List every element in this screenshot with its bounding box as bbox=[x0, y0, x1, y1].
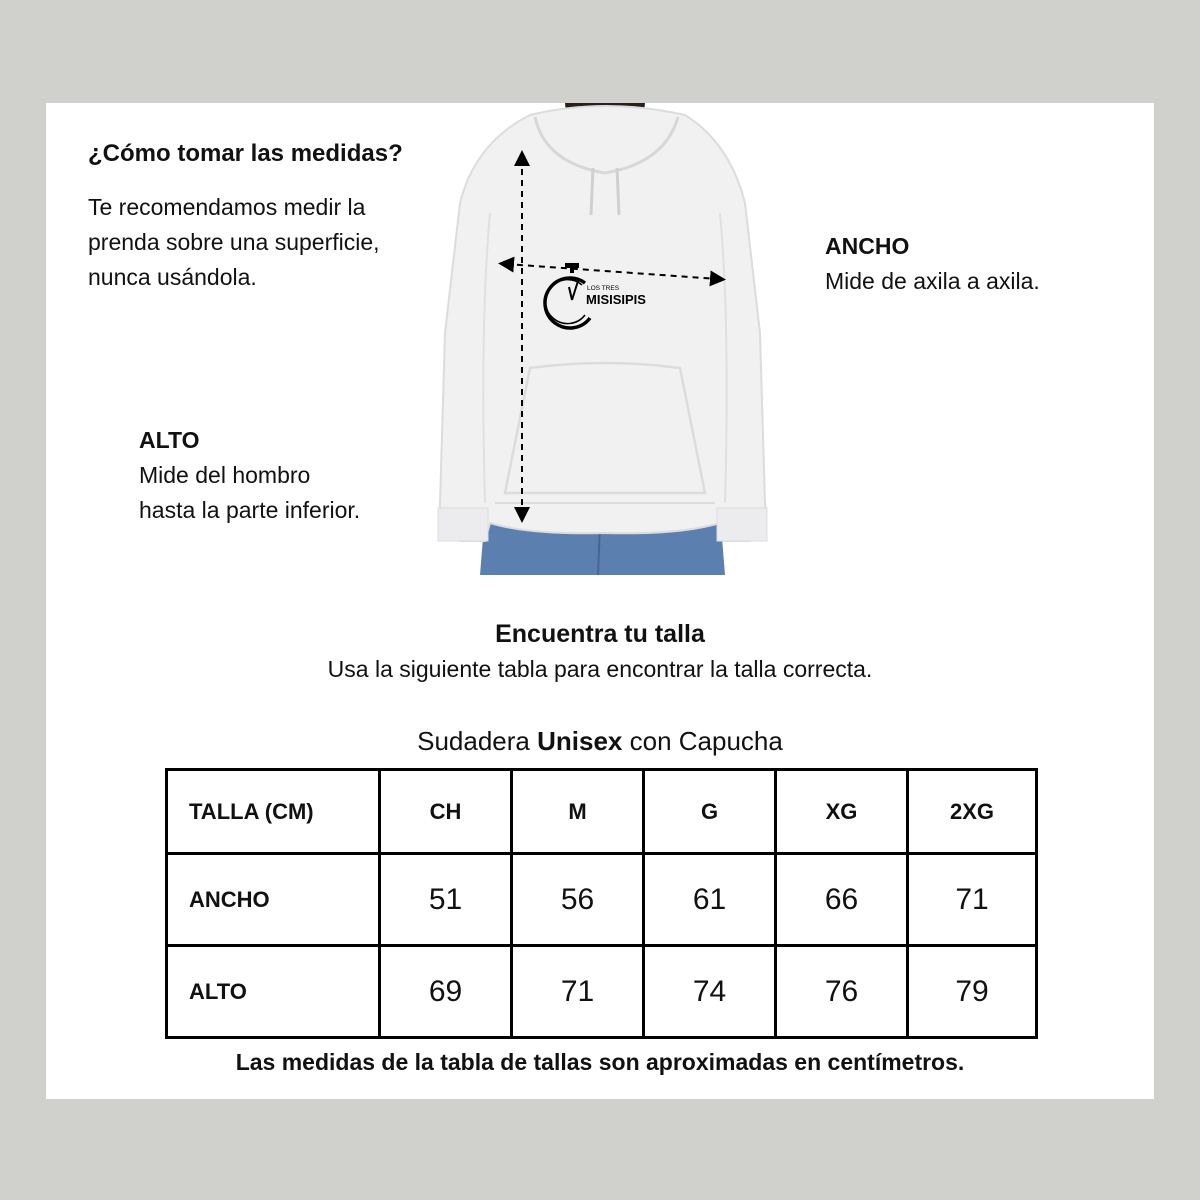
table-cell: 79 bbox=[908, 946, 1037, 1038]
logo-text: MISISIPIS bbox=[586, 292, 646, 307]
footnote: Las medidas de la tabla de tallas son aproximadas en centímetros. bbox=[235, 1049, 965, 1075]
caption-bold: Unisex bbox=[537, 726, 623, 756]
find-size-subtitle: Usa la siguiente tabla para encontrar la talla correcta. bbox=[327, 656, 873, 682]
width-note-text: Mide de axila a axila. bbox=[825, 268, 1040, 294]
header-cell: 2XG bbox=[908, 770, 1037, 854]
header-cell: CH bbox=[380, 770, 512, 854]
height-note bbox=[139, 423, 360, 528]
height-note-text-1: Mide del hombro bbox=[139, 462, 311, 488]
table-cell: 51 bbox=[380, 854, 512, 946]
table-cell: 76 bbox=[776, 946, 908, 1038]
table-cell: 71 bbox=[512, 946, 644, 1038]
how-to-measure-title: ¿Cómo tomar las medidas? bbox=[88, 140, 403, 167]
table-row bbox=[167, 946, 1037, 1038]
row-label: ANCHO bbox=[167, 854, 380, 946]
header-cell: TALLA (CM) bbox=[167, 770, 380, 854]
height-note-text-2: hasta la parte inferior. bbox=[139, 497, 361, 523]
width-note-title: ANCHO bbox=[825, 233, 910, 259]
hoodie-figure bbox=[430, 103, 775, 575]
table-cell: 66 bbox=[776, 854, 908, 946]
table-cell: 56 bbox=[512, 854, 644, 946]
caption-suffix: con Capucha bbox=[629, 726, 783, 756]
table-cell: 69 bbox=[380, 946, 512, 1038]
find-size-title: Encuentra tu talla bbox=[495, 620, 705, 648]
width-note bbox=[825, 229, 1040, 299]
header-cell: XG bbox=[776, 770, 908, 854]
how-to-measure-text: Te recomendamos medir la prenda sobre una superficie, nunca usándola. bbox=[88, 194, 380, 290]
header-cell: M bbox=[512, 770, 644, 854]
table-header-row bbox=[167, 770, 1037, 854]
table-row bbox=[167, 854, 1037, 946]
row-label: ALTO bbox=[167, 946, 380, 1038]
header-cell: G bbox=[644, 770, 776, 854]
table-cell: 74 bbox=[644, 946, 776, 1038]
height-note-title: ALTO bbox=[139, 427, 200, 453]
size-table bbox=[165, 768, 1038, 1039]
table-caption bbox=[0, 726, 1200, 757]
logo-small-text: LOS TRES bbox=[587, 285, 620, 292]
table-cell: 71 bbox=[908, 854, 1037, 946]
caption-prefix: Sudadera bbox=[417, 726, 530, 756]
table-cell: 61 bbox=[644, 854, 776, 946]
